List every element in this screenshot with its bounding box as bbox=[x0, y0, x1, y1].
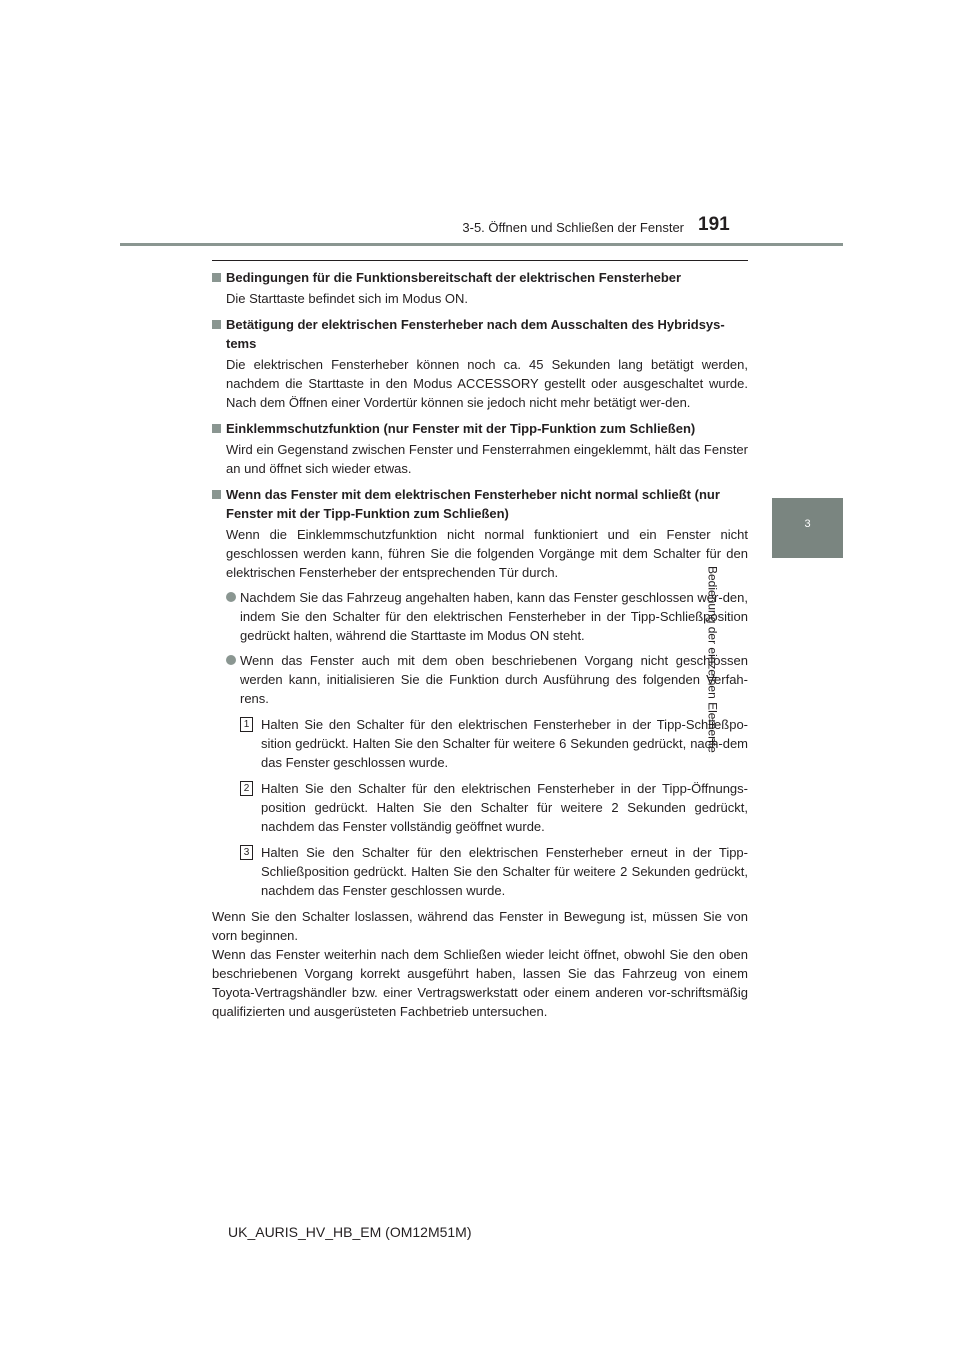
section-heading-text: Wenn das Fenster mit dem elektrischen Fensterheber nicht normal schließt (nur Fenster mit der Tipp-Funktion zum Schließen) bbox=[226, 487, 720, 521]
chapter-side-label bbox=[705, 566, 818, 766]
header-rule bbox=[120, 243, 843, 246]
round-bullet-icon bbox=[226, 655, 236, 665]
square-bullet-icon bbox=[212, 424, 221, 433]
step-number-badge: 3 bbox=[240, 845, 253, 860]
section-body: Die elektrischen Fensterheber können noch ca. 45 Sekunden lang betätigt werden, nachdem die Starttaste in den Modus ACCESSORY gestellt oder ausgeschaltet wurde. Nach dem Öffnen einer Vordertür können sie jedoch nicht mehr betätigt wer-den. bbox=[226, 357, 748, 410]
step-number-badge: 2 bbox=[240, 781, 253, 796]
list-item-text: Wenn das Fenster auch mit dem oben beschriebenen Vorgang nicht geschlossen werden kann, initialisieren Sie die Funktion durch Ausführung des folgenden Verfah-rens. bbox=[240, 653, 748, 706]
chapter-side-text: Bedienung der einzelnen Elemente bbox=[705, 566, 720, 753]
content-rule bbox=[212, 260, 748, 261]
step-text: Halten Sie den Schalter für den elektrischen Fensterheber in der Tipp-Öffnungs-position gedrückt. Halten Sie den Schalter für weitere 2 Sekunden gedrückt, nachdem das Fenster vollständig geöffnet wurde. bbox=[261, 781, 748, 834]
page-number: 191 bbox=[698, 214, 730, 235]
section-body: Wird ein Gegenstand zwischen Fenster und Fensterrahmen eingeklemmt, hält das Fenster an und öffnet sich wieder etwas. bbox=[226, 442, 748, 476]
section-body: Wenn die Einklemmschutzfunktion nicht normal funktioniert und ein Fenster nicht geschlossen werden kann, führen Sie die folgenden Vorgänge mit dem Schalter für den elektrischen Fensterheber der entsprechenden Tür durch. bbox=[226, 527, 748, 580]
section-heading bbox=[212, 268, 748, 287]
section-heading-text: Einklemmschutzfunktion (nur Fenster mit der Tipp-Funktion zum Schließen) bbox=[226, 421, 696, 436]
closing-note bbox=[212, 907, 748, 1021]
step-text: Halten Sie den Schalter für den elektrischen Fensterheber in der Tipp-Schließpo-sition gedrückt. Halten Sie den Schalter für weitere 6 Sekunden gedrückt, nach-dem das Fenster geschlossen wurde. bbox=[261, 717, 748, 770]
list-item bbox=[212, 588, 748, 645]
section-after-shutdown bbox=[212, 315, 748, 412]
step-number-badge: 1 bbox=[240, 717, 253, 732]
section-heading bbox=[212, 419, 748, 438]
square-bullet-icon bbox=[212, 320, 221, 329]
step-item bbox=[212, 715, 748, 772]
document-code: UK_AURIS_HV_HB_EM (OM12M51M) bbox=[228, 1224, 472, 1240]
chapter-number: 3 bbox=[804, 518, 811, 530]
section-title: 3-5. Öffnen und Schließen der Fenster bbox=[462, 220, 684, 235]
step-text: Halten Sie den Schalter für den elektrischen Fensterheber erneut in der Tipp-Schließposition gedrückt. Halten Sie den Schalter für weitere 2 Sekunden gedrückt, nachdem das Fenster geschlossen wurde. bbox=[261, 845, 748, 898]
closing-line: Wenn Sie den Schalter loslassen, während das Fenster in Bewegung ist, müssen Sie von vorn beginnen. bbox=[212, 909, 748, 943]
round-bullet-icon bbox=[226, 592, 236, 602]
step-item bbox=[212, 843, 748, 900]
section-not-closing bbox=[212, 485, 748, 1021]
section-heading-text: Betätigung der elektrischen Fensterheber nach dem Ausschalten des Hybridsys-tems bbox=[226, 317, 725, 351]
section-body: Die Starttaste befindet sich im Modus ON. bbox=[226, 291, 469, 306]
list-item bbox=[212, 651, 748, 708]
section-heading bbox=[212, 315, 748, 353]
section-heading-text: Bedingungen für die Funktionsbereitschaft der elektrischen Fensterheber bbox=[226, 270, 682, 285]
chapter-tab bbox=[772, 498, 843, 558]
list-item-text: Nachdem Sie das Fahrzeug angehalten haben, kann das Fenster geschlossen wer-den, indem Sie den Schalter für den elektrischen Fensterheber in der Tipp-Schließposition gedrückt halten, während die Starttaste im Modus ON steht. bbox=[240, 590, 748, 643]
closing-line: Wenn das Fenster weiterhin nach dem Schließen wieder leicht öffnet, obwohl Sie den oben beschriebenen Vorgang korrekt ausgeführt haben, lassen Sie das Fahrzeug von einem Toyota-Vertragshändler bzw. einer Vertragswerkstatt oder einem anderen vor-schriftsmäßig qualifizierten und ausgerüsteten Fachbetrieb untersuchen. bbox=[212, 947, 748, 1019]
content bbox=[212, 268, 748, 1028]
square-bullet-icon bbox=[212, 273, 221, 282]
section-conditions bbox=[212, 268, 748, 308]
step-item bbox=[212, 779, 748, 836]
square-bullet-icon bbox=[212, 490, 221, 499]
section-jam-protection bbox=[212, 419, 748, 478]
section-heading bbox=[212, 485, 748, 523]
